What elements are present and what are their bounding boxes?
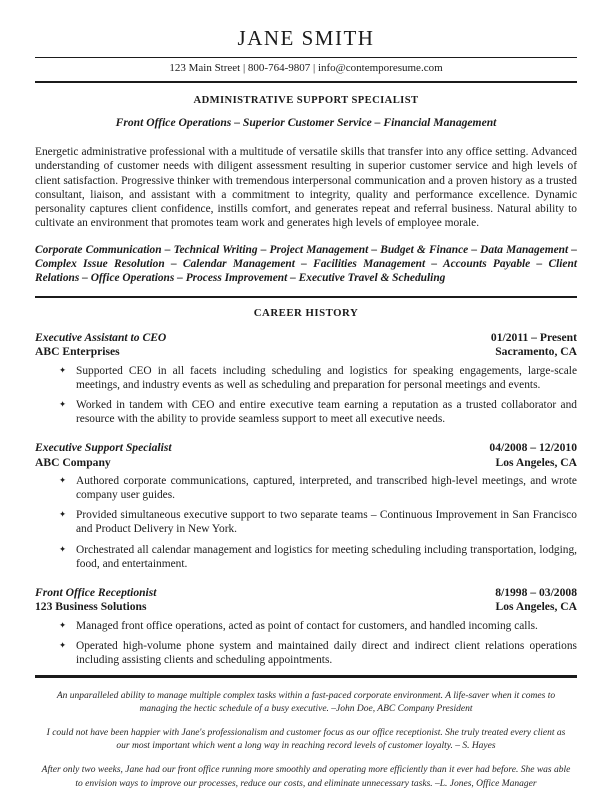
- career-history-heading: CAREER HISTORY: [253, 306, 359, 319]
- testimonial-quote: After only two weeks, Jane had our front office running more smoothly and operating more efficiently than it ever had before. She was able to envision ways to improve our processes, reduce our costs, and eliminate unnecessary tasks. –L. Jones, Office Manager: [41, 765, 571, 789]
- diamond-bullet-icon: ✦: [59, 365, 67, 376]
- bullet-text: Provided simultaneous executive support to two separate teams – Continuous Improvement in San Francisco and Product Delivery in New York.: [76, 509, 577, 536]
- header-divider-bottom: [35, 81, 577, 83]
- job-company: 123 Business Solutions: [35, 600, 147, 614]
- bullet-text: Supported CEO in all facets including scheduling and logistics for speaking engagements, large-scale meetings, and industry events as well as scheduling and preparation for personal meetings and events.: [76, 364, 577, 391]
- testimonial-quote: An unparalleled ability to manage multiple complex tasks within a fast-paced corporate environment. A life-saver when it comes to managing the hectic schedule of a busy executive. –John Doe, ABC Company President: [56, 690, 556, 715]
- skills-paragraph: Corporate Communication – Technical Writing – Project Management – Budget & Finance – Data Management – Complex Issue Resolution – Calendar Management – Facilities Management – Accounts Payable – Client Relations – Office Operations – Process Improvement – Executive Travel & Scheduling: [35, 244, 577, 285]
- job-left: [35, 331, 166, 360]
- job-bullet: [59, 364, 577, 392]
- job-bullet: [59, 474, 577, 502]
- role-tagline: Front Office Operations – Superior Customer Service – Financial Management: [115, 115, 497, 129]
- job-location: Los Angeles, CA: [495, 455, 577, 469]
- job-entry: [35, 331, 577, 426]
- job-right: [491, 331, 577, 360]
- bullet-text: Operated high-volume phone system and maintained daily direct and indirect client relations operations including assisting clients and scheduling appointments.: [76, 639, 577, 666]
- job-dates: 01/2011 – Present: [490, 330, 577, 344]
- job-entry: [35, 441, 577, 571]
- job-entry: [35, 586, 577, 667]
- job-left: [35, 441, 172, 470]
- summary-paragraph: Energetic administrative professional with a multitude of versatile skills that transfer into any office setting. Advanced understanding of customer needs with diligent assessment resulting in superior customer service and high levels of client satisfaction. Progressive thinker with tremendous interpersonal communication and a proven history as a trusted consultant, liaison, and assistant with a commitment to integrity, quality and performance excellence. Dynamic personality captures client confidence, instills comfort, and generates repeat and referral business. Natural ability to cultivate an environment that promotes team work and generates high levels of employee morale.: [35, 146, 577, 229]
- job-bullet: [59, 639, 577, 667]
- diamond-bullet-icon: ✦: [59, 640, 67, 651]
- section-divider: [35, 296, 577, 298]
- bullet-text: Orchestrated all calendar management and logistics for meeting scheduling including transportation, lodging, food, and entertainment.: [76, 543, 577, 570]
- bullet-text: Authored corporate communications, captured, interpreted, and transcribed high-level meetings, and wrote company user guides.: [76, 474, 577, 502]
- testimonials-section: [35, 690, 577, 791]
- candidate-name: JANE SMITH: [237, 26, 375, 50]
- diamond-bullet-icon: ✦: [59, 510, 67, 521]
- job-location: Los Angeles, CA: [495, 600, 577, 614]
- diamond-bullet-icon: ✦: [59, 475, 67, 486]
- job-right: [495, 586, 577, 615]
- job-header: [35, 586, 577, 615]
- job-left: [35, 586, 157, 615]
- job-bullet: [59, 508, 577, 536]
- role-title: ADMINISTRATIVE SUPPORT SPECIALIST: [193, 94, 419, 106]
- job-bullet: [59, 398, 577, 426]
- job-title: Front Office Receptionist: [35, 585, 157, 599]
- diamond-bullet-icon: ✦: [59, 399, 67, 410]
- job-company: ABC Company: [35, 455, 111, 469]
- job-right: [489, 441, 577, 470]
- job-dates: 8/1998 – 03/2008: [495, 585, 577, 599]
- job-location: Sacramento, CA: [495, 345, 577, 359]
- job-bullet: [59, 619, 577, 633]
- diamond-bullet-icon: ✦: [59, 620, 67, 631]
- diamond-bullet-icon: ✦: [59, 544, 67, 555]
- footer-divider: [35, 675, 577, 678]
- job-dates: 04/2008 – 12/2010: [489, 441, 577, 455]
- testimonial-quote: I could not have been happier with Jane's professionalism and customer focus as our office receptionist. She truly treated every client as our most important which went a long way in reaching record levels of customer loyalty. – S. Hayes: [46, 728, 566, 752]
- bullet-text: Managed front office operations, acted as point of contact for customers, and handled incoming calls.: [76, 619, 538, 632]
- bullet-text: Worked in tandem with CEO and entire executive team earning a reputation as a trusted collaborator and resource with the ability to provide seamless support to meet all executive needs.: [76, 398, 577, 426]
- job-header: [35, 331, 577, 360]
- job-bullet: [59, 543, 577, 571]
- job-company: ABC Enterprises: [35, 345, 120, 359]
- job-title: Executive Assistant to CEO: [35, 330, 167, 344]
- job-title: Executive Support Specialist: [35, 441, 172, 455]
- job-header: [35, 441, 577, 470]
- contact-line: 123 Main Street | 800-764-9807 | info@contemporesume.com: [169, 62, 443, 75]
